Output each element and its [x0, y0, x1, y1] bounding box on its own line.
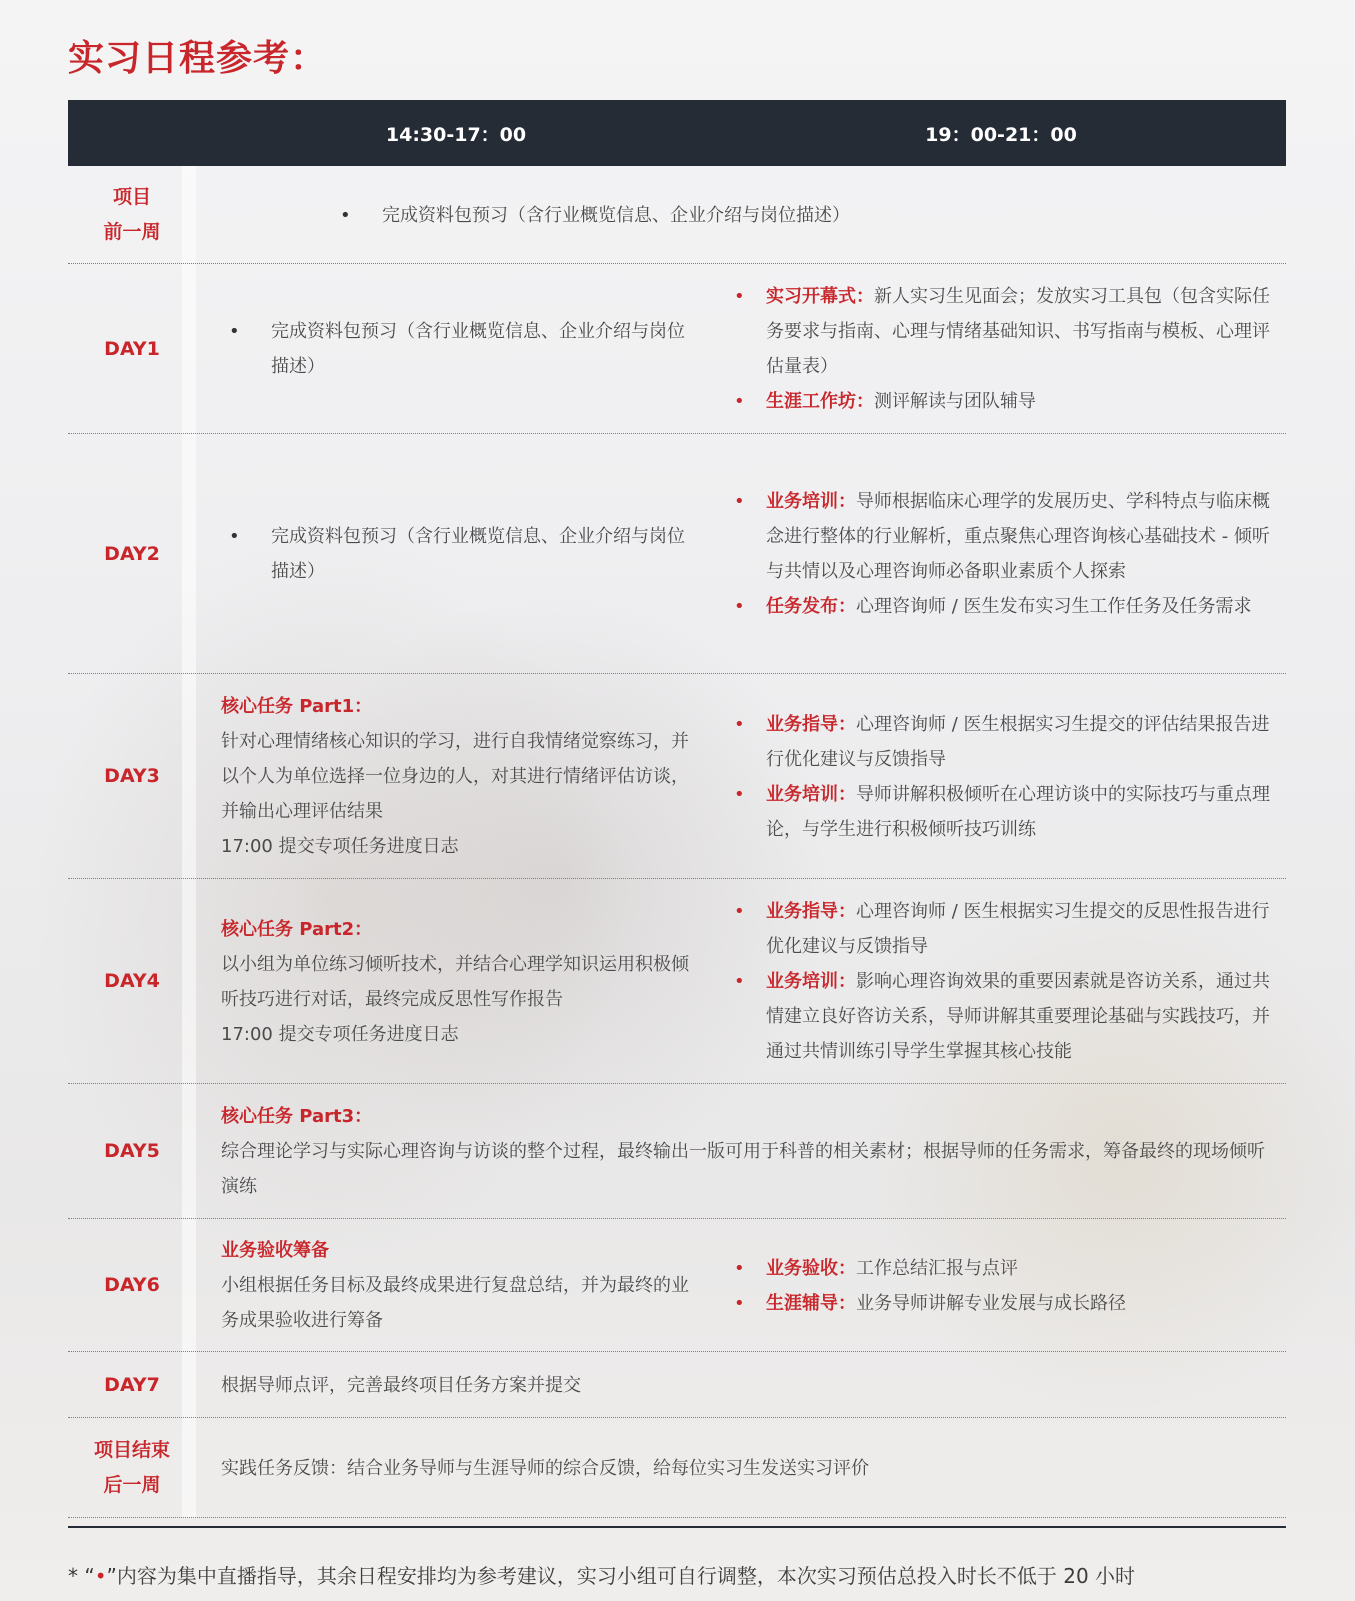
- day-label-line1: 项目结束: [93, 1439, 170, 1461]
- day-label: DAY7: [68, 1352, 196, 1418]
- schedule-table: [68, 100, 1286, 1518]
- evening-cell: [716, 434, 1286, 674]
- bullet-text: 完成资料包预习（含行业概览信息、企业介绍与岗位描述）: [271, 526, 685, 582]
- bullet-text: 完成资料包预习（含行业概览信息、企业介绍与岗位描述）: [271, 321, 685, 377]
- task-title: 核心任务 Part2：: [221, 918, 373, 940]
- bullet-label: 业务培训：: [766, 783, 856, 805]
- bullet-icon: •: [340, 204, 351, 226]
- afternoon-cell: [196, 434, 716, 674]
- live-bullet-icon: •: [734, 1292, 745, 1314]
- task-note: 17:00 提交专项任务进度日志: [221, 1023, 459, 1045]
- live-bullet-item: [716, 279, 1272, 384]
- task-note: 17:00 提交专项任务进度日志: [221, 836, 459, 857]
- bullet-text: 业务导师讲解专业发展与成长路径: [856, 1292, 1126, 1314]
- live-bullet-icon: •: [734, 1257, 745, 1279]
- bullet-text: 工作总结汇报与点评: [856, 1257, 1018, 1279]
- live-bullet-icon: •: [734, 971, 745, 992]
- bullet-label: 实习开幕式：: [766, 286, 874, 307]
- bullet-label: 业务指导：: [766, 901, 856, 922]
- day-label: DAY6: [68, 1219, 196, 1352]
- bullet-text: 影响心理咨询效果的重要因素就是咨访关系，通过共情建立良好咨访关系，导师讲解其重要理论基础与实践技巧，并通过共情训练引导学生掌握其核心技能: [766, 971, 1270, 1062]
- table-bottom-rule: [68, 1526, 1286, 1528]
- bullet-text: 心理咨询师 / 医生根据实习生提交的评估结果报告进行优化建议与反馈指导: [766, 713, 1270, 770]
- task-text: 小组根据任务目标及最终成果进行复盘总结，并为最终的业务成果验收进行筹备: [221, 1275, 689, 1331]
- live-bullet-item: [716, 707, 1272, 777]
- day-label: DAY3: [68, 674, 196, 879]
- day-label: DAY5: [68, 1084, 196, 1219]
- afternoon-cell: [196, 674, 716, 879]
- live-bullet-item: [716, 777, 1272, 847]
- evening-cell: [716, 674, 1286, 879]
- bullet-label: 业务指导：: [766, 713, 856, 735]
- row-day7: [68, 1352, 1286, 1418]
- bullet-label: 任务发布：: [766, 596, 856, 617]
- live-bullet-icon: •: [734, 713, 745, 735]
- live-bullet-icon: •: [734, 286, 745, 307]
- row-day6: [68, 1219, 1286, 1352]
- row-day4: [68, 879, 1286, 1084]
- task-title: 业务验收筹备: [221, 1240, 329, 1261]
- live-bullet-item: [716, 484, 1272, 589]
- row-pre-week: [68, 166, 1286, 264]
- row-day3: [68, 674, 1286, 879]
- header-afternoon: 14:30-17：00: [385, 123, 527, 146]
- live-bullet-icon: •: [734, 491, 745, 512]
- bullet-icon: •: [229, 321, 240, 342]
- merged-cell: [196, 1084, 1286, 1219]
- bullet-icon: •: [229, 526, 240, 547]
- day-label: [68, 1418, 196, 1518]
- live-bullet-icon: •: [734, 783, 745, 805]
- task-title: 核心任务 Part3：: [221, 1106, 373, 1127]
- afternoon-cell: [196, 1219, 716, 1352]
- day-label: [68, 166, 196, 264]
- day-label: DAY4: [68, 879, 196, 1084]
- day-label: DAY1: [68, 264, 196, 434]
- task-text: 根据导师点评，完善最终项目任务方案并提交: [221, 1374, 581, 1396]
- live-bullet-item: [716, 1251, 1272, 1286]
- bullet-item: [221, 519, 702, 589]
- bullet-text: 完成资料包预习（含行业概览信息、企业介绍与岗位描述）: [382, 204, 850, 226]
- row-day1: [68, 264, 1286, 434]
- row-day2: [68, 434, 1286, 674]
- task-title: 核心任务 Part1：: [221, 696, 373, 717]
- bullet-text: 导师讲解积极倾听在心理访谈中的实际技巧与重点理论，与学生进行积极倾听技巧训练: [766, 783, 1270, 840]
- live-bullet-icon: •: [94, 1564, 107, 1588]
- bullet-label: 生涯辅导：: [766, 1292, 856, 1314]
- header-evening: 19：00-21：00: [925, 123, 1077, 146]
- live-bullet-item: [716, 894, 1272, 964]
- live-bullet-item: [716, 1286, 1272, 1321]
- bullet-label: 业务培训：: [766, 491, 856, 512]
- evening-cell: [716, 879, 1286, 1084]
- footnote-text: ”内容为集中直播指导，其余日程安排均为参考建议，实习小组可自行调整，本次实习预估总投入时长不低于 20 小时: [106, 1564, 1136, 1588]
- bullet-text: 测评解读与团队辅导: [874, 391, 1036, 412]
- live-bullet-item: [716, 589, 1272, 624]
- live-bullet-item: [716, 384, 1272, 419]
- bullet-item: [221, 314, 702, 384]
- day-label-line2: 前一周: [103, 221, 161, 243]
- live-bullet-item: [716, 964, 1272, 1069]
- evening-cell: [716, 264, 1286, 434]
- afternoon-cell: [196, 879, 716, 1084]
- bullet-label: 生涯工作坊：: [766, 391, 874, 412]
- task-text: 实践任务反馈：结合业务导师与生涯导师的综合反馈，给每位实习生发送实习评价: [221, 1457, 869, 1479]
- task-text: 以小组为单位练习倾听技术，并结合心理学知识运用积极倾听技巧进行对话，最终完成反思性写作报告: [221, 953, 689, 1010]
- bullet-label: 业务培训：: [766, 971, 856, 992]
- merged-cell: [196, 1418, 1286, 1518]
- bullet-item: [332, 198, 1278, 233]
- day-label-line2: 后一周: [103, 1474, 161, 1496]
- live-bullet-icon: •: [734, 391, 745, 412]
- task-text: 综合理论学习与实际心理咨询与访谈的整个过程，最终输出一版可用于科普的相关素材；根据导师的任务需求，筹备最终的现场倾听演练: [221, 1141, 1265, 1197]
- merged-cell: [196, 166, 1286, 264]
- day-label: DAY2: [68, 434, 196, 674]
- table-header: [68, 100, 1286, 166]
- live-bullet-icon: •: [734, 901, 745, 922]
- merged-cell: [196, 1352, 1286, 1418]
- task-text: 针对心理情绪核心知识的学习，进行自我情绪觉察练习，并以个人为单位选择一位身边的人，对其进行情绪评估访谈，并输出心理评估结果: [221, 731, 689, 822]
- page-title: 实习日程参考：: [68, 38, 328, 79]
- bullet-text: 心理咨询师 / 医生根据实习生提交的反思性报告进行优化建议与反馈指导: [766, 901, 1270, 957]
- evening-cell: [716, 1219, 1286, 1352]
- footnote: [68, 1560, 1135, 1589]
- bullet-text: 新人实习生见面会；发放实习工具包（包含实际任务要求与指南、心理与情绪基础知识、书写指南与模板、心理评估量表）: [766, 286, 1270, 377]
- day-label-line1: 项目: [112, 186, 151, 208]
- row-post-week: [68, 1418, 1286, 1518]
- bullet-text: 导师根据临床心理学的发展历史、学科特点与临床概念进行整体的行业解析，重点聚焦心理咨询核心基础技术 - 倾听与共情以及心理咨询师必备职业素质个人探索: [766, 491, 1270, 582]
- bullet-text: 心理咨询师 / 医生发布实习生工作任务及任务需求: [856, 596, 1252, 617]
- live-bullet-icon: •: [734, 596, 745, 617]
- footnote-prefix: * “: [68, 1564, 95, 1588]
- row-day5: [68, 1084, 1286, 1219]
- afternoon-cell: [196, 264, 716, 434]
- bullet-label: 业务验收：: [766, 1257, 856, 1279]
